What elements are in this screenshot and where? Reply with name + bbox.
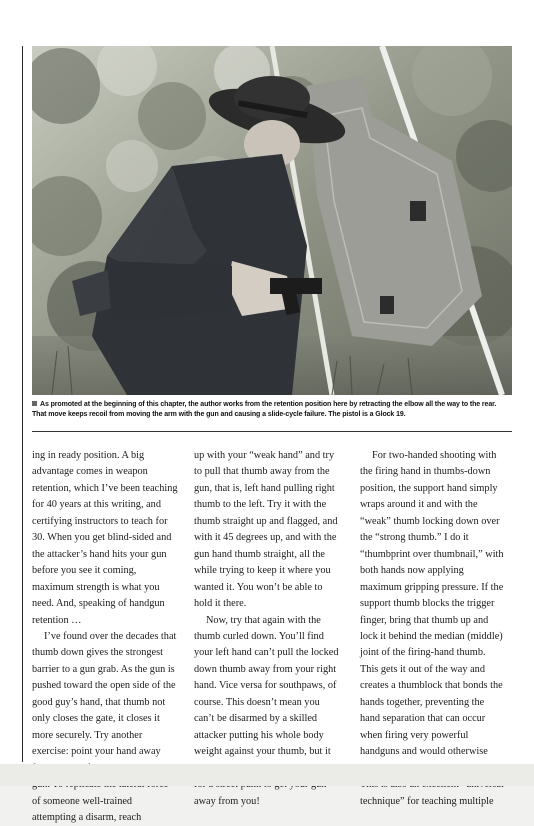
text-column-2 <box>194 448 340 810</box>
page-bottom-margin <box>0 764 534 786</box>
paragraph: I’ve found over the decades that thumb down gives the strongest barrier to a gun grab. As the gun is pushed toward the open side of the good guy’s hand, that thumb not only closes the gate, it closes it more securely. Try another exercise: point your hand away of someone well-trained attempting a disarm, reach <box>32 630 177 823</box>
photo-illustration <box>32 46 512 395</box>
page-edge-rule <box>22 46 23 762</box>
caption-bullet-icon <box>32 401 37 406</box>
caption-divider <box>32 431 512 432</box>
photo-caption <box>32 400 512 420</box>
photo <box>32 46 512 395</box>
paragraph: ing in ready position. A big advantage comes in weapon retention, which I’ve been teaching for 40 years at this writing, and certifying instructors to teach for 30. When you get blind-sided and the attacker’s hand hits your gun before you see it coming, maximum strength is what you need. And, speaking of handgun retention … <box>32 450 178 626</box>
paragraph: up with your “weak hand” and try to pull that thumb away from the gun, that is, left hand pulling right thumb to the left. Try it with the thumb straight up and flagged, and with it 45 degrees up, and with the gun hand thumb straight, all the while trying to keep it where you wanted it. You won’t be able to hold it there. <box>194 450 338 610</box>
paragraph: Now, try that again with the thumb curled down. You’ll find your left hand can’t pull the locked down thumb away from your right hand. Vice versa for southpaws, of course. This doesn’t mean you can’t be disarmed by a skilled attacker putting his whole body weight against your thumb, but it away from you! <box>194 614 339 807</box>
caption-text: As promoted at the beginning of this chapter, the author works from the retention position here by retracting the elbow all the way to the rear. That move keeps recoil from moving the arm with the gun and causing a slide-cycle failure. The pistol is a Glock 19. <box>32 401 497 418</box>
text-column-3 <box>360 448 506 810</box>
paragraph: For two-handed shooting with the firing hand in thumbs-down position, the support hand simply wraps around it and with the “weak” thumb locking down over the “strong thumb.” I do it “thumbprint over thumbnail,” with both hands now applying maximum gripping pressure. If the support thumb blocks the trigger finger, bring that thumb up and lock it behind the median (middle) joint of the firing-hand thumb. This gets it out of the way and creates a thumblock that bonds the hands together, preventing the hand separation that can occur when firing very powerful handguns and would otherwise technique” for teaching multiple <box>360 450 504 807</box>
